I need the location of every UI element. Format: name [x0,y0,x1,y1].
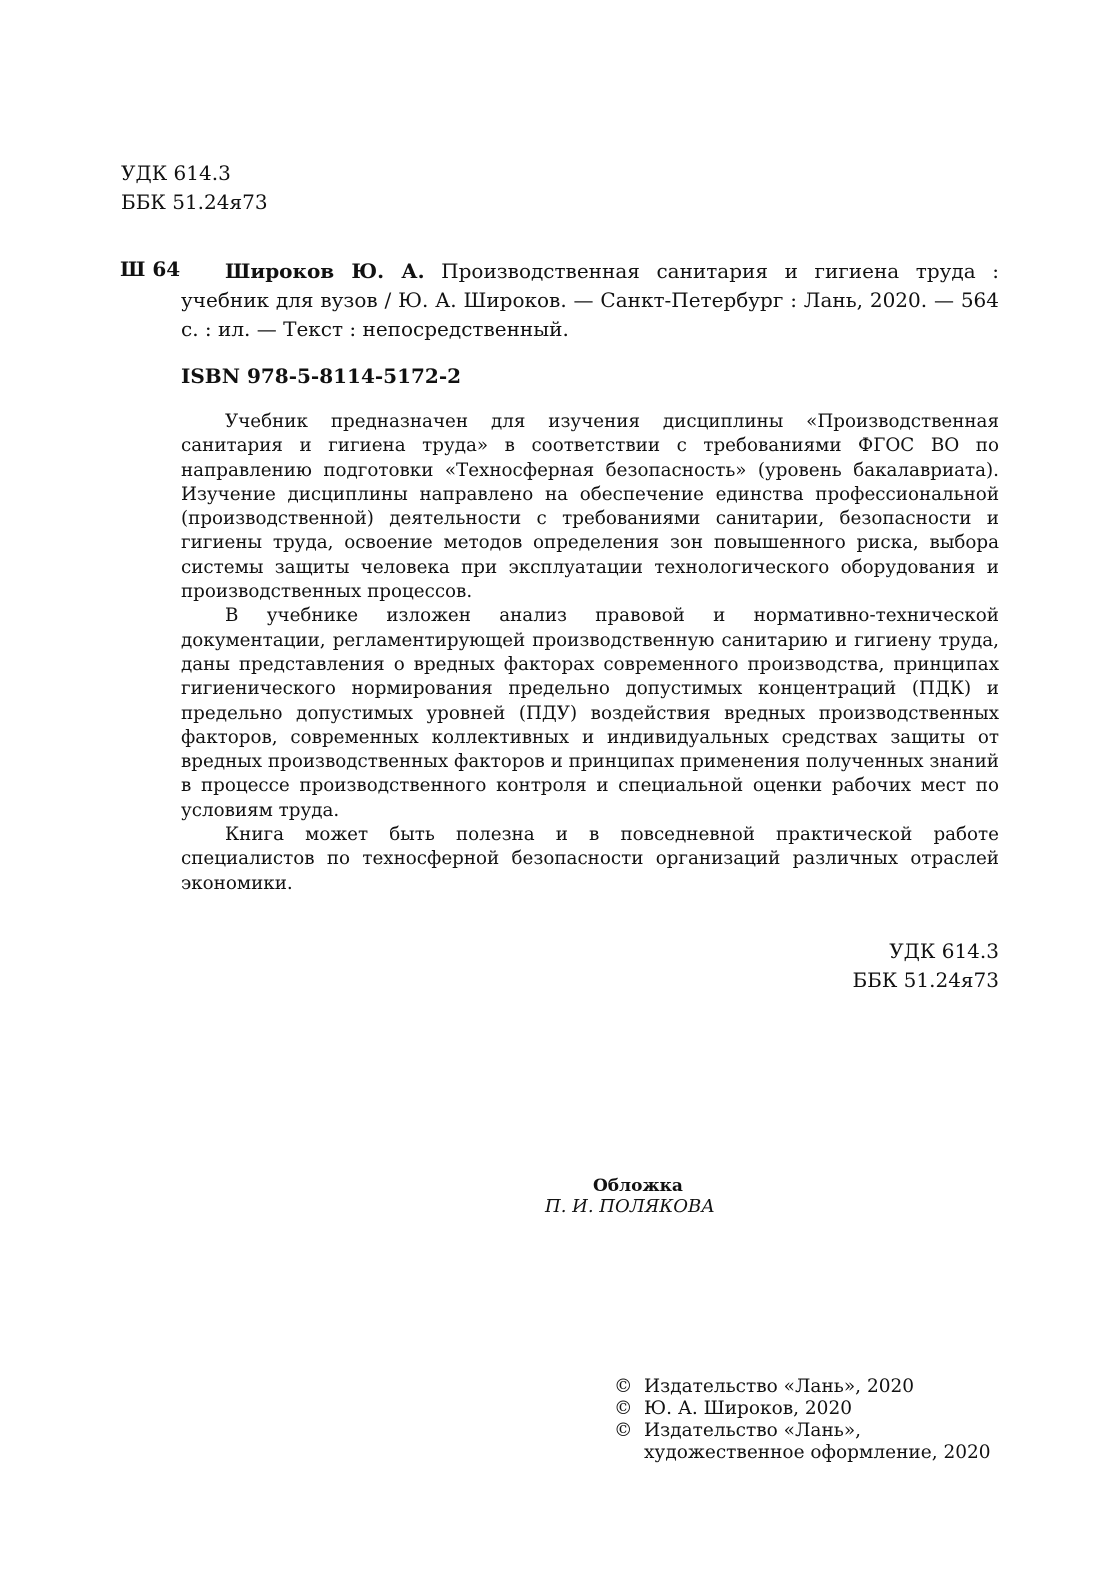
cover-label: Обложка [593,1176,683,1196]
copyright-line [614,1442,1014,1464]
copyright-design-publisher: Издательство «Лань», [644,1420,862,1441]
annotation-paragraph-2: В учебнике изложен анализ правовой и нормативно-технической документации, регламентирующей производственную санитарию и гигиену труда, даны представления о вредных факторах современного производства, принципах гигиенического нормирования предельно допустимых концентраций (ПДК) и предельно допустимых уровней (ПДУ) воздействия вредных производственных факторов, современных коллективных и индивидуальных средствах защиты от вредных производственных факторов и принципах применения полученных знаний в процессе производственного контроля и специальной оценки рабочих мест по условиям труда. [181,605,999,821]
copyright-line [614,1420,1014,1442]
bbk-code-top: ББК 51.24я73 [121,190,268,214]
copyright-symbol: © [614,1398,633,1419]
copyright-symbol: © [614,1376,633,1397]
cover-designer: П. И. ПОЛЯКОВА [545,1196,715,1217]
isbn: ISBN 978-5-8114-5172-2 [181,364,462,388]
copyright-line [614,1398,1014,1420]
author-mark: Ш 64 [120,257,181,281]
bibliographic-record [181,257,999,344]
copyright-line [614,1376,1014,1398]
bbk-code-bottom: ББК 51.24я73 [852,968,999,992]
copyright-symbol: © [614,1420,633,1441]
annotation-paragraph-1: Учебник предназначен для изучения дисциплины «Производственная санитария и гигиена труда» в соответствии с требованиями ФГОС ВО по направлению подготовки «Техносферная безопасность» (уровень бакалавриата). Изучение дисциплины направлено на обеспечение единства профессиональной (производственной) деятельности с требованиями санитарии, безопасности и гигиены труда, освоение методов определения зон повышенного риска, выбора системы защиты человека при эксплуатации технологического оборудования и производственных процессов. [181,411,999,603]
author-name: Широков Ю. А. [225,259,425,283]
annotation [181,410,999,896]
copyright-author: Ю. А. Широков, 2020 [644,1398,852,1419]
copyright-publisher: Издательство «Лань», 2020 [644,1376,915,1397]
udk-code-bottom: УДК 614.3 [889,939,999,963]
udk-code-top: УДК 614.3 [121,161,231,185]
bibliographic-description: Производственная санитария и гигиена труда : учебник для вузов / Ю. А. Широков. — Санкт-Петербург : Лань, 2020. — 564 с. : ил. — Текст : непосредственный. [181,259,999,341]
copyright-block [614,1376,1014,1464]
annotation-paragraph-3: Книга может быть полезна и в повседневной практической работе специалистов по техносферной безопасности организаций различных отраслей экономики. [181,824,999,894]
copyright-design-note: художественное оформление, 2020 [644,1442,991,1463]
